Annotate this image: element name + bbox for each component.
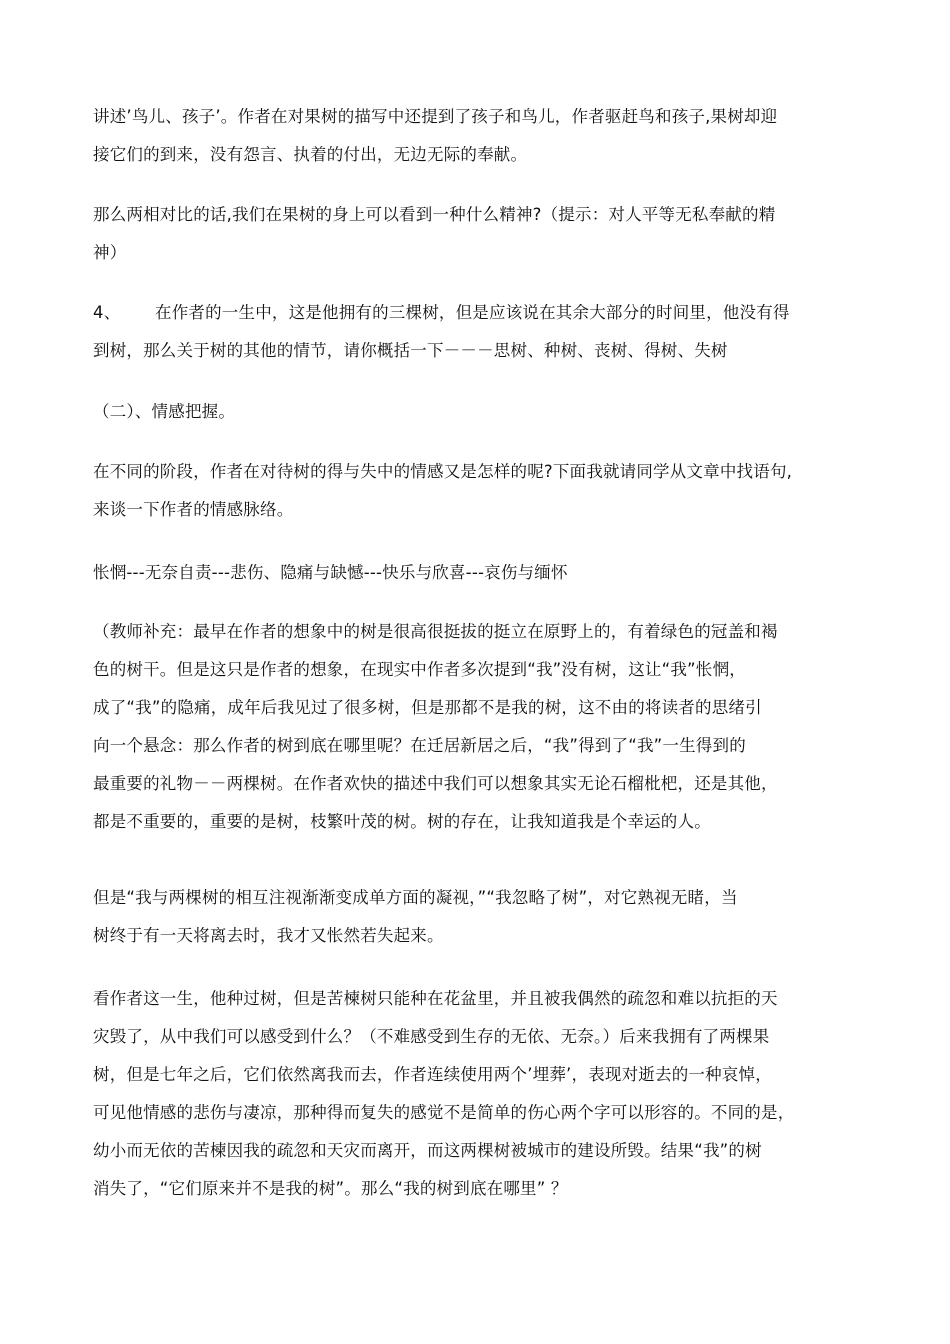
text-line: 最重要的礼物－－两棵树。在作者欢快的描述中我们可以想象其实无论石榴枇杷，还是其他， bbox=[93, 774, 778, 793]
text-line: 到树，那么关于树的其他的情节，请你概括一下－－－思树、种树、丧树、得树、失树 bbox=[93, 341, 728, 360]
paragraph-fruit-tree-children-birds bbox=[93, 98, 868, 174]
text-line: 灾毁了，从中我们可以感受到什么？（不难感受到生存的无依、无奈。）后来我拥有了两棵果 bbox=[93, 1027, 770, 1046]
text-line: 接它们的到来，没有怨言、执着的付出，无边无际的奉献。 bbox=[93, 145, 528, 164]
text-line: 都是不重要的，重要的是树，枝繁叶茂的树。树的存在，让我知道我是个幸运的人。 bbox=[93, 812, 711, 831]
text-line: （教师补充：最早在作者的想象中的树是很高很挺拔的挺立在原野上的，有着绿色的冠盖和褐 bbox=[93, 622, 778, 641]
section-heading-emotion bbox=[93, 393, 868, 431]
text-line: 色的树干。但是这只是作者的想象，在现实中作者多次提到“我”没有树，这让“我”怅惘， bbox=[93, 660, 746, 679]
text-line: 但是“我与两棵树的相互注视渐渐变成单方面的凝视，”“我忽略了树”，对它熟视无睹，当 bbox=[93, 888, 738, 907]
text-line: 讲述’鸟儿、孩子’。作者在对果树的描写中还提到了孩子和鸟儿，作者驱赶鸟和孩子,果树却迎 bbox=[93, 107, 778, 126]
paragraph-emotion-sequence bbox=[93, 554, 868, 592]
text-line: 看作者这一生，他种过树，但是苦楝树只能种在花盆里，并且被我偶然的疏忽和难以抗拒的天 bbox=[93, 989, 778, 1008]
text-line: 怅惘---无奈自责---悲伤、隐痛与缺憾---快乐与欣喜---哀伤与缅怀 bbox=[93, 563, 568, 582]
paragraph-author-life bbox=[93, 980, 868, 1208]
paragraph-ignored-tree bbox=[93, 879, 868, 955]
text-line: 来谈一下作者的情感脉络。 bbox=[93, 500, 294, 519]
text-line: 消失了，“它们原来并不是我的树”。那么“我的树到底在哪里” ？ bbox=[93, 1179, 568, 1198]
text-line bbox=[93, 294, 868, 332]
text-line: 那么两相对比的话,我们在果树的身上可以看到一种什么精神?（提示：对人平等无私奉献的精 bbox=[93, 205, 776, 224]
text-line: 成了“我”的隐痛，成年后我见过了很多树，但是那都不是我的树，这不由的将读者的思绪引 bbox=[93, 698, 762, 717]
list-number: 4、 bbox=[93, 303, 121, 322]
text-line: 树，但是七年之后，它们依然离我而去，作者连续使用两个’埋葬’，表现对逝去的一种哀悼， bbox=[93, 1065, 772, 1084]
text-line: 树终于有一天将离去时，我才又怅然若失起来。 bbox=[93, 926, 444, 945]
text-line: 在不同的阶段，作者在对待树的得与失中的情感又是怎样的呢?下面我就请同学从文章中找语句, bbox=[93, 462, 793, 481]
paragraph-item-4 bbox=[93, 294, 868, 370]
paragraph-emotion-question bbox=[93, 453, 868, 529]
text-line: 可见他情感的悲伤与凄凉，那种得而复失的感觉不是简单的伤心两个字可以形容的。不同的是， bbox=[93, 1103, 795, 1122]
text-line: 神） bbox=[93, 243, 127, 262]
text-line: 向一个悬念：那么作者的树到底在哪里呢？在迁居新居之后，“我”得到了“我”一生得到的 bbox=[93, 736, 746, 755]
paragraph-spirit-question bbox=[93, 196, 868, 272]
text-line: 幼小而无依的苦楝因我的疏忽和天灾而离开，而这两棵树被城市的建设所毁。结果“我”的树 bbox=[93, 1141, 762, 1160]
text-line: （二）、情感把握。 bbox=[93, 402, 236, 421]
list-item-text: 在作者的一生中，这是他拥有的三棵树，但是应该说在其余大部分的时间里，他没有得 bbox=[155, 303, 790, 322]
paragraph-teacher-supplement bbox=[93, 613, 868, 841]
